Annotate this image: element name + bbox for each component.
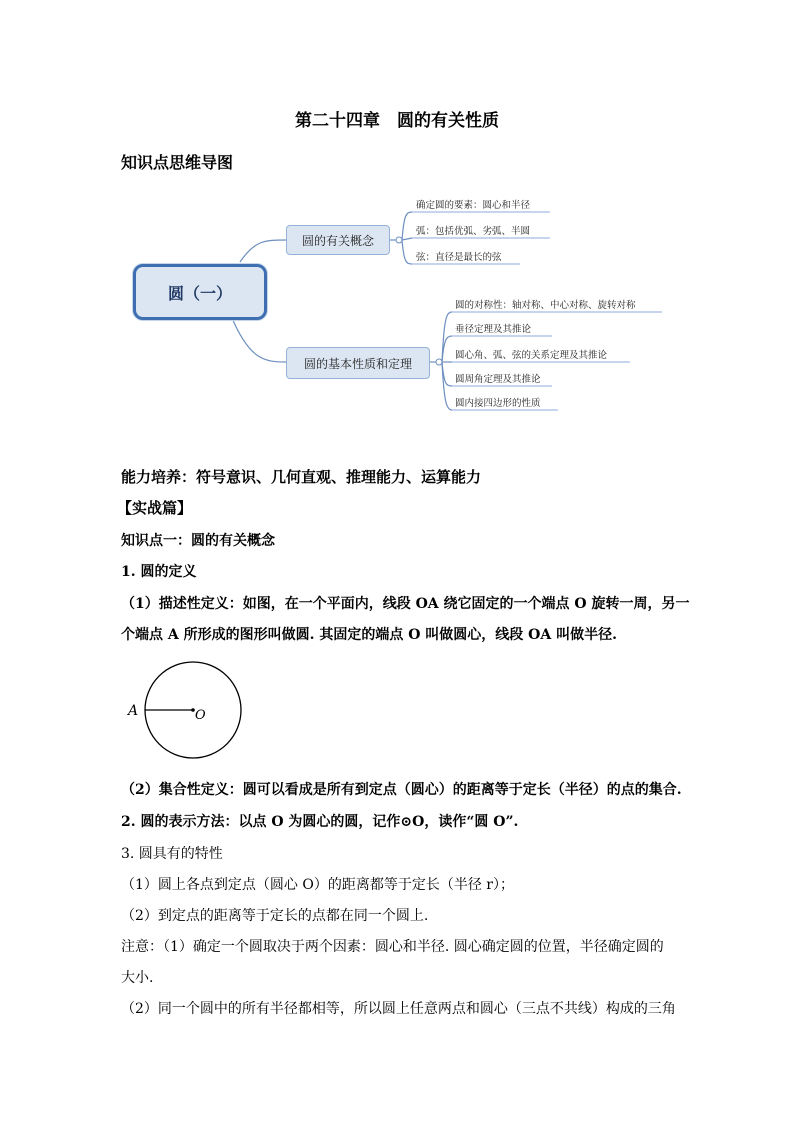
mindmap-leaf: 圆周角定理及其推论 xyxy=(455,374,541,385)
note-line: （2）同一个圆中的所有半径都相等，所以圆上任意两点和圆心（三点不共线）构成的三角 xyxy=(121,1001,676,1017)
mindmap-branch-concepts: 圆的有关概念 xyxy=(286,225,390,255)
ability-line: 能力培养：符号意识、几何直观、推理能力、运算能力 xyxy=(121,468,482,486)
mindmap-leaf: 确定圆的要素：圆心和半径 xyxy=(416,200,531,211)
section-heading: 3. 圆具有的特性 xyxy=(121,846,223,862)
mindmap-leaf: 垂径定理及其推论 xyxy=(455,324,532,335)
paragraph-line: （2）集合性定义：圆可以看成是所有到定点（圆心）的距离等于定长（半径）的点的集合. xyxy=(121,782,682,798)
page-title: 第二十四章 圆的有关性质 xyxy=(295,111,499,131)
mindmap-leaf: 圆心角、弧、弦的关系定理及其推论 xyxy=(455,350,608,361)
mindmap-leaf: 圆内接四边形的性质 xyxy=(455,398,541,409)
note-line: 大小. xyxy=(121,970,154,986)
section-heading: 1. 圆的定义 xyxy=(121,564,197,580)
practice-heading: 【实战篇】 xyxy=(117,499,193,517)
note-line: 注意：（1）确定一个圆取决于两个因素：圆心和半径. 圆心确定圆的位置，半径确定圆的 xyxy=(121,939,664,955)
mindmap-leaf: 圆的对称性：轴对称、中心对称、旋转对称 xyxy=(455,300,636,311)
circle-figure xyxy=(145,662,241,758)
mindmap-leaf: 弧：包括优弧、劣弧、半圆 xyxy=(416,226,531,237)
mindmap-leaf: 弦：直径是最长的弦 xyxy=(416,252,502,263)
paragraph-line: 个端点 A 所形成的图形叫做圆. 其固定的端点 O 叫做圆心，线段 OA 叫做半径. xyxy=(121,627,617,643)
mindmap-heading: 知识点思维导图 xyxy=(121,153,234,172)
mindmap-branch-properties: 圆的基本性质和定理 xyxy=(286,347,430,379)
knowledge-point-heading: 知识点一：圆的有关概念 xyxy=(121,533,275,549)
paragraph-line: 2. 圆的表示方法：以点 O 为圆心的圆，记作⊙O，读作“圆 O”. xyxy=(121,814,519,830)
paragraph-line: （1）圆上各点到定点（圆心 O）的距离都等于定长（半径 r）； xyxy=(121,877,514,893)
figure-label-o: O xyxy=(195,708,206,723)
paragraph-line: （2）到定点的距离等于定长的点都在同一个圆上. xyxy=(121,908,429,924)
figure-label-a: A xyxy=(128,703,139,719)
mindmap-root-node: 圆（一） xyxy=(133,264,267,320)
paragraph-line: （1）描述性定义：如图，在一个平面内，线段 OA 绕它固定的一个端点 O 旋转一周，另一 xyxy=(121,596,690,612)
